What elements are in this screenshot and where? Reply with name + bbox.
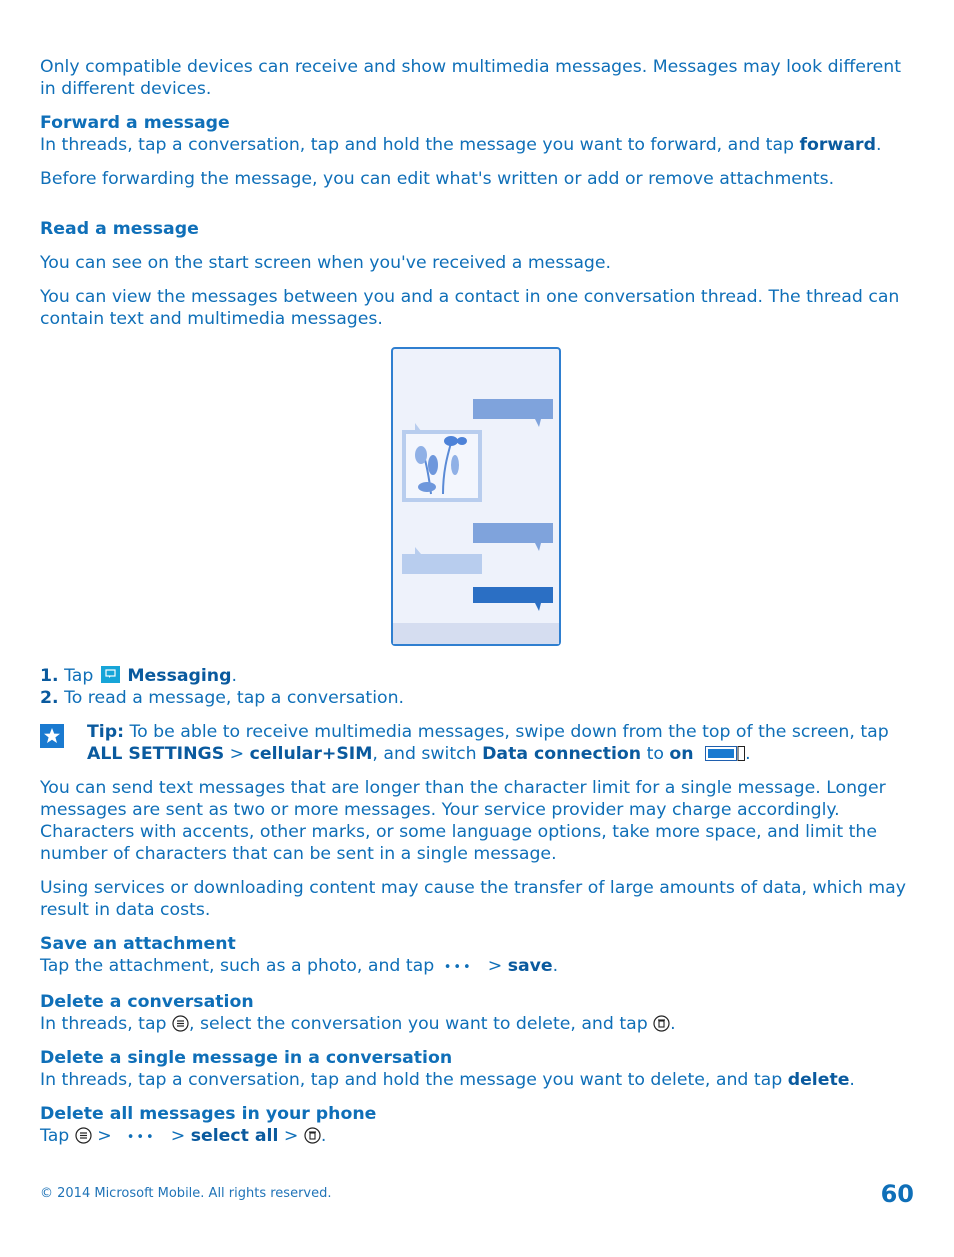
step-1: 1. Tap Messaging. (40, 666, 237, 686)
data-costs-paragraph: Using services or downloading content may cause the transfer of large amounts of data, which may result in data costs. (40, 878, 906, 920)
remaining-content (40, 777, 920, 1149)
delete-conversation-heading: Delete a conversation (40, 992, 254, 1012)
read-paragraph-2: You can view the messages between you and a contact in one conversation thread. The thread can contain text and multimedia messages. (40, 287, 900, 329)
page-content (40, 56, 920, 330)
read-paragraph-1: You can see on the start screen when you've received a message. (40, 253, 612, 273)
tip-text: Tip: To be able to receive multimedia messages, swipe down from the top of the screen, tap ALL SETTINGS > cellular+SIM, and switch Data connection to on . (87, 722, 889, 764)
messaging-app-icon (101, 666, 120, 683)
delete-all-heading: Delete all messages in your phone (40, 1104, 377, 1124)
steps-list (40, 665, 404, 709)
save-attachment-instructions: Tap the attachment, such as a photo, and tap ••• > save. (40, 955, 920, 979)
page-number: 60 (880, 1180, 914, 1208)
select-list-icon (75, 1127, 92, 1144)
delete-single-heading: Delete a single message in a conversation (40, 1048, 453, 1068)
delete-trash-icon (304, 1127, 321, 1144)
more-dots-icon: ••• (126, 1130, 156, 1145)
step-2: 2. To read a message, tap a conversation. (40, 688, 405, 708)
delete-single-instructions: In threads, tap a conversation, tap and hold the message you want to delete, and tap delete. (40, 1070, 855, 1090)
star-tip-icon (40, 724, 64, 748)
select-list-icon (172, 1015, 189, 1032)
intro-paragraph: Only compatible devices can receive and show multimedia messages. Messages may look different in different devices. (40, 57, 901, 99)
forward-heading: Forward a message (40, 113, 230, 133)
copyright-footer: © 2014 Microsoft Mobile. All rights reserved. (40, 1186, 332, 1201)
delete-trash-icon (653, 1015, 670, 1032)
tip-box (40, 721, 920, 765)
toggle-on-icon (705, 746, 745, 761)
delete-all-instructions: Tap > ••• > select all > . (40, 1125, 920, 1149)
forward-note: Before forwarding the message, you can edit what's written or add or remove attachments. (40, 169, 835, 189)
photo-message-bubble (402, 423, 482, 502)
forward-instructions: In threads, tap a conversation, tap and hold the message you want to forward, and tap forward. (40, 135, 882, 155)
save-attachment-heading: Save an attachment (40, 934, 236, 954)
more-dots-icon: ••• (443, 960, 473, 975)
long-messages-paragraph: You can send text messages that are longer than the character limit for a single message. Longer messages are sent as two or more messages. Your service provider may charge accordingly. Characters with accents, other marks, or some language options, take more space, and limit the number of characters that can be sent in a single message. (40, 778, 886, 864)
conversation-illustration (391, 347, 561, 646)
read-heading: Read a message (40, 219, 199, 239)
delete-conversation-instructions: In threads, tap , select the conversation you want to delete, and tap . (40, 1014, 676, 1034)
